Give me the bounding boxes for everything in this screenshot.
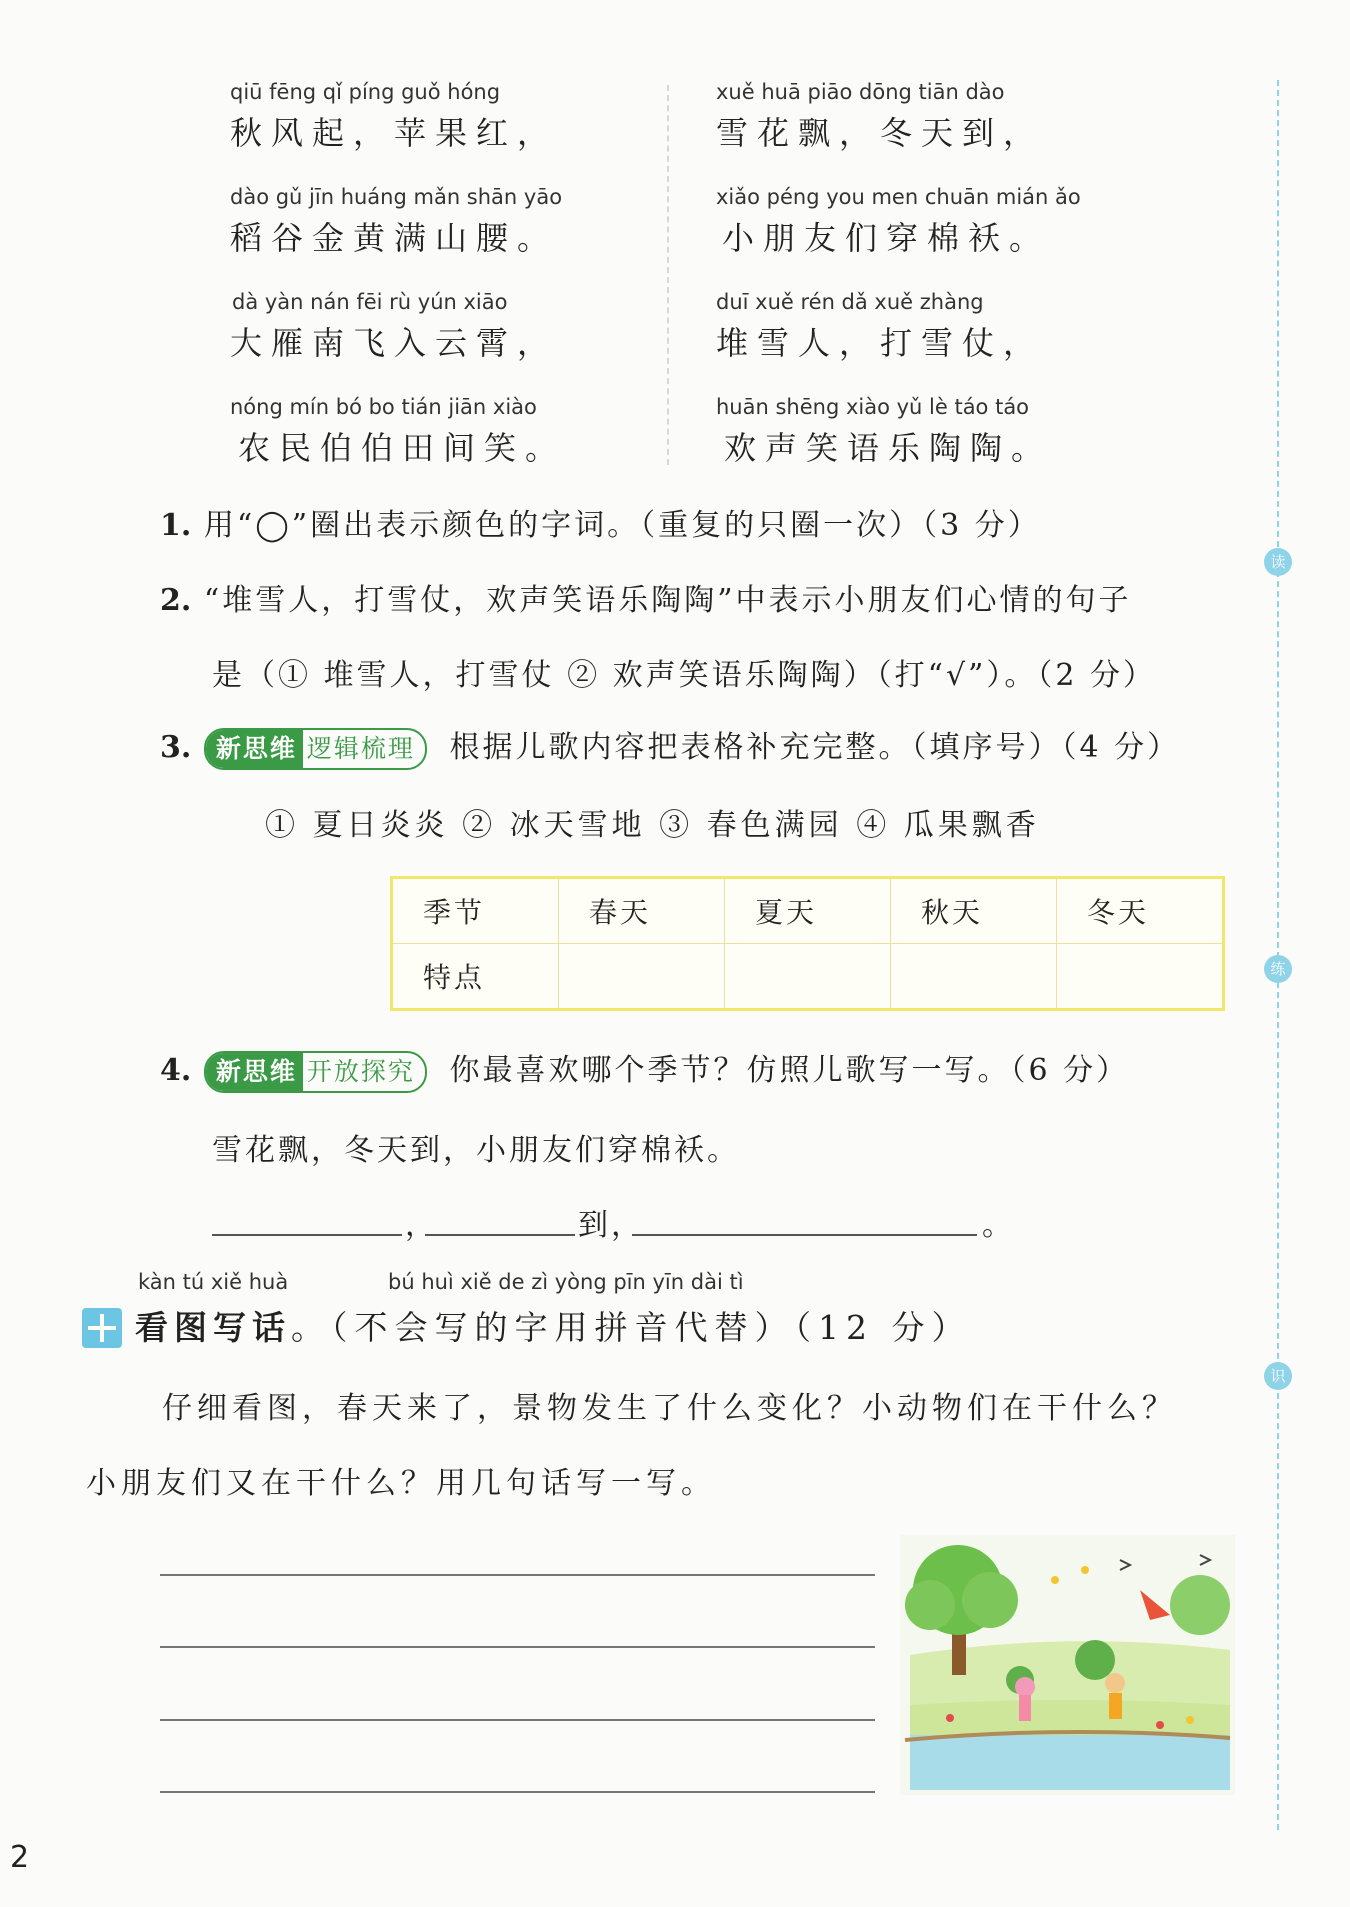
writing-line[interactable] <box>160 1644 875 1648</box>
answer-cell-summer[interactable] <box>725 944 891 1010</box>
table-row <box>392 944 1224 1010</box>
new-thinking-badge <box>204 728 427 770</box>
question-number: 3. <box>160 730 192 765</box>
poem-line: 小朋友们穿棉袄。 <box>722 219 1051 257</box>
question-text: 根据儿歌内容把表格补充完整。（填序号）（4 分） <box>449 730 1181 765</box>
question-2-line2: 是（① 堆雪人，打雪仗 ② 欢声笑语乐陶陶）（打“√”）。（2 分） <box>212 658 1157 693</box>
poem-line: 农民伯伯田间笑。 <box>238 429 567 467</box>
section-title-line <box>135 1302 971 1349</box>
season-table <box>390 876 1225 1011</box>
badge-main: 新思维 <box>206 730 303 768</box>
blank-comma: ， <box>405 1208 438 1243</box>
poem-pinyin: duī xuě rén dǎ xuě zhàng <box>716 290 984 314</box>
writing-line[interactable] <box>160 1572 875 1576</box>
spring-illustration <box>900 1535 1235 1795</box>
side-tab-du: 读 <box>1264 548 1292 576</box>
table-cell: 特点 <box>392 944 559 1010</box>
plus-icon <box>82 1308 122 1348</box>
question-4 <box>160 1045 1129 1093</box>
badge-sub: 开放探究 <box>306 1057 415 1086</box>
poem-pinyin: dào gǔ jīn huáng mǎn shān yāo <box>230 185 563 209</box>
question-1 <box>160 500 1041 544</box>
answer-cell-autumn[interactable] <box>891 944 1057 1010</box>
badge-main: 新思维 <box>206 1053 303 1091</box>
question-text: 你最喜欢哪个季节？仿照儿歌写一写。（6 分） <box>449 1053 1130 1088</box>
section-pinyin: kàn tú xiě huà <box>138 1270 289 1294</box>
poem-pinyin: nóng mín bó bo tián jiān xiào <box>230 395 537 419</box>
writing-line[interactable] <box>160 1789 875 1793</box>
side-tab-lian: 练 <box>1264 955 1292 983</box>
poem-pinyin: xuě huā piāo dōng tiān dào <box>716 80 1005 104</box>
badge-sub: 逻辑梳理 <box>306 734 415 763</box>
question-4-example: 雪花飘，冬天到，小朋友们穿棉袄。 <box>212 1133 740 1168</box>
table-row <box>392 878 1224 944</box>
question-text: 用“◯”圈出表示颜色的字词。（重复的只圈一次）（3 分） <box>203 508 1041 543</box>
poem-pinyin: huān shēng xiào yǔ lè táo táo <box>716 395 1030 419</box>
blank-2[interactable] <box>425 1232 575 1236</box>
question-3-options: ① 夏日炎炎 ② 冰天雪地 ③ 春色满园 ④ 瓜果飘香 <box>265 808 1040 843</box>
question-2 <box>160 575 1132 619</box>
writing-line[interactable] <box>160 1717 875 1721</box>
table-cell: 冬天 <box>1057 878 1224 944</box>
section-pinyin: bú huì xiě de zì yòng pīn yīn dài tì <box>388 1270 744 1294</box>
page-number: 2 <box>10 1840 30 1875</box>
answer-cell-spring[interactable] <box>559 944 725 1010</box>
section-title: 看图写话 <box>135 1308 291 1347</box>
blank-1[interactable] <box>212 1232 402 1236</box>
new-thinking-badge <box>204 1051 427 1093</box>
section-prompt: 小朋友们又在干什么？用几句话写一写。 <box>86 1466 716 1501</box>
poem-line: 稻谷金黄满山腰。 <box>230 219 559 257</box>
poem-line: 秋风起，苹果红， <box>230 114 559 152</box>
section-prompt: 仔细看图，春天来了，景物发生了什么变化？小动物们在干什么？ <box>162 1391 1177 1426</box>
answer-cell-winter[interactable] <box>1057 944 1224 1010</box>
question-number: 1. <box>160 508 192 543</box>
table-cell: 季节 <box>392 878 559 944</box>
poem-line: 大雁南飞入云霄， <box>230 324 559 362</box>
blank-3[interactable] <box>632 1232 977 1236</box>
side-tab-shi: 识 <box>1264 1362 1292 1390</box>
blank-dao: 到， <box>578 1208 644 1243</box>
poem-line: 欢声笑语乐陶陶。 <box>724 429 1053 467</box>
table-cell: 夏天 <box>725 878 891 944</box>
poem-line: 堆雪人，打雪仗， <box>716 324 1045 362</box>
poem-pinyin: qiū fēng qǐ píng guǒ hóng <box>230 80 501 104</box>
poem-pinyin: xiǎo péng you men chuān mián ǎo <box>716 185 1081 209</box>
question-3 <box>160 722 1180 770</box>
question-number: 4. <box>160 1053 192 1088</box>
section-title-rest: 。（不会写的字用拼音代替）（12 分） <box>291 1308 972 1347</box>
poem-divider <box>667 85 669 465</box>
question-number: 2. <box>160 583 192 618</box>
table-cell: 秋天 <box>891 878 1057 944</box>
poem-pinyin: dà yàn nán fēi rù yún xiāo <box>232 290 508 314</box>
table-cell: 春天 <box>559 878 725 944</box>
question-text: “堆雪人，打雪仗，欢声笑语乐陶陶”中表示小朋友们心情的句子 <box>203 583 1132 618</box>
blank-period: 。 <box>982 1208 1015 1243</box>
poem-line: 雪花飘，冬天到， <box>716 114 1045 152</box>
